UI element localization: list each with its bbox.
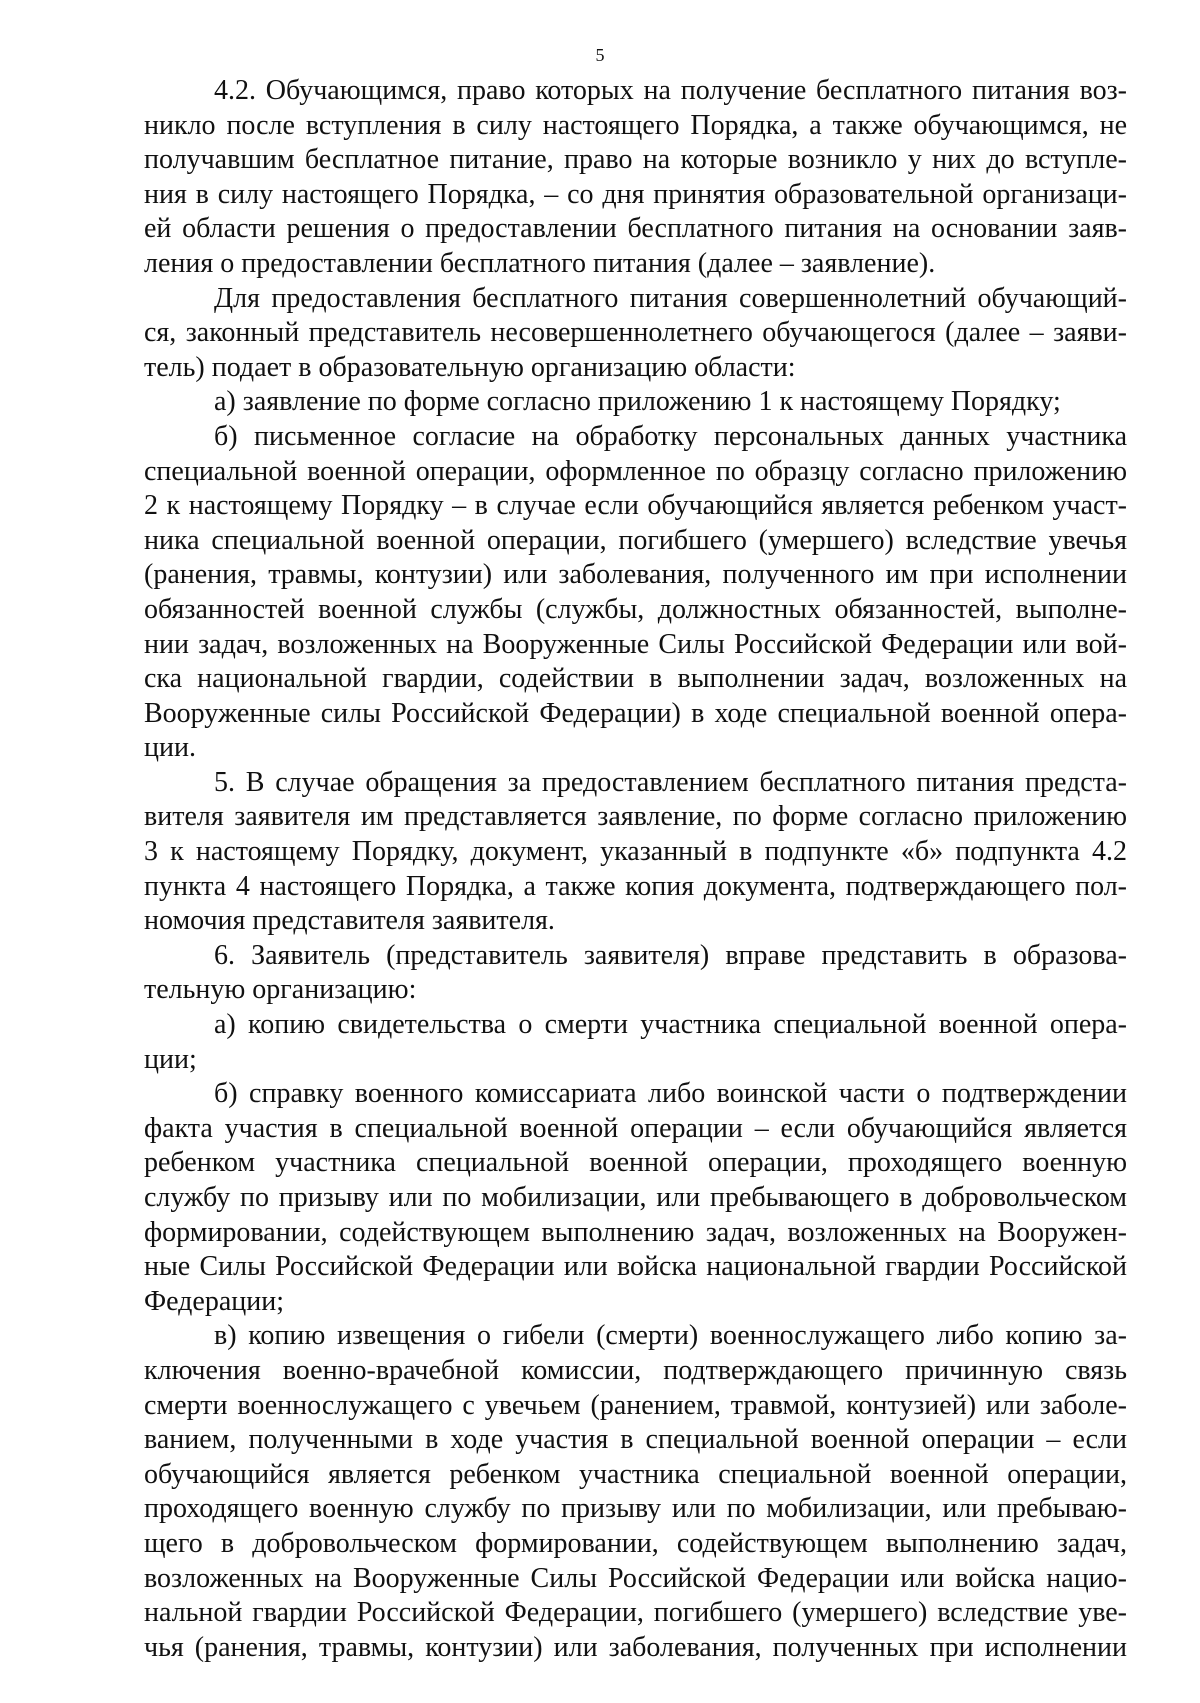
text-line: щего в добровольческом формировании, содействующем выполнению задач, bbox=[144, 1527, 1127, 1559]
text-line: обучающийся является ребенком участника специальной военной операции, bbox=[144, 1458, 1127, 1490]
text-line: Федерации; bbox=[144, 1285, 285, 1317]
text-line: никло после вступления в силу настоящего Порядка, а также обучающимся, не bbox=[144, 109, 1127, 141]
text-line: получавшим бесплатное питание, право на которые возникло у них до вступле- bbox=[144, 144, 1127, 176]
text-line: ся, законный представитель несовершеннолетнего обучающегося (далее – заяви- bbox=[144, 317, 1127, 349]
text-line: ска национальной гвардии, содействии в выполнении задач, возложенных на bbox=[144, 663, 1127, 695]
text-line: Для предоставления бесплатного питания совершеннолетний обучающий- bbox=[214, 282, 1127, 314]
text-line: (ранения, травмы, контузии) или заболевания, полученного им при исполнении bbox=[144, 559, 1127, 591]
text-line: в) копию извещения о гибели (смерти) военнослужащего либо копию за- bbox=[214, 1320, 1127, 1352]
text-line: ления о предоставлении бесплатного питания (далее – заявление). bbox=[144, 247, 936, 279]
text-line: чья (ранения, травмы, контузии) или заболевания, полученных при исполнении bbox=[144, 1631, 1127, 1663]
text-line: ции; bbox=[144, 1043, 197, 1075]
text-line: б) справку военного комиссариата либо воинской части о подтверждении bbox=[214, 1078, 1127, 1110]
text-line: ей области решения о предоставлении бесплатного питания на основании заяв- bbox=[144, 213, 1127, 245]
text-line: вителя заявителя им представляется заявление, по форме согласно приложению bbox=[144, 801, 1127, 833]
text-line: 4.2. Обучающимся, право которых на получение бесплатного питания воз- bbox=[214, 75, 1127, 106]
text-line: б) письменное согласие на обработку персональных данных участника bbox=[214, 420, 1127, 452]
text-line: ребенком участника специальной военной операции, проходящего военную bbox=[144, 1147, 1127, 1179]
text-line: 2 к настоящему Порядку – в случае если обучающийся является ребенком участ- bbox=[144, 490, 1127, 522]
text-line: факта участия в специальной военной операции – если обучающийся является bbox=[144, 1112, 1127, 1144]
text-line: 3 к настоящему Порядку, документ, указанный в подпункте «б» подпункта 4.2 bbox=[144, 836, 1127, 868]
text-line: нальной гвардии Российской Федерации, погибшего (умершего) вследствие уве- bbox=[144, 1597, 1127, 1629]
text-line: ванием, полученными в ходе участия в специальной военной операции – если bbox=[144, 1424, 1127, 1456]
text-line: ника специальной военной операции, погибшего (умершего) вследствие увечья bbox=[144, 524, 1127, 556]
text-line: нии задач, возложенных на Вооруженные Силы Российской Федерации или вой- bbox=[144, 628, 1127, 660]
text-line: специальной военной операции, оформленное по образцу согласно приложению bbox=[144, 455, 1127, 487]
text-line: 6. Заявитель (представитель заявителя) вправе представить в образова- bbox=[214, 939, 1127, 971]
text-line: тель) подает в образовательную организацию области: bbox=[144, 351, 796, 383]
body-text bbox=[144, 74, 1127, 1665]
text-line: возложенных на Вооруженные Силы Российской Федерации или войска нацио- bbox=[144, 1562, 1127, 1594]
text-line: 5. В случае обращения за предоставлением бесплатного питания предста- bbox=[214, 766, 1127, 798]
text-line: проходящего военную службу по призыву или по мобилизации, или пребываю- bbox=[144, 1493, 1127, 1525]
text-line: формировании, содействующем выполнению задач, возложенных на Вооружен- bbox=[144, 1216, 1127, 1248]
text-line: а) копию свидетельства о смерти участника специальной военной опера- bbox=[214, 1009, 1127, 1041]
text-line: смерти военнослужащего с увечьем (ранением, травмой, контузией) или заболе- bbox=[144, 1389, 1127, 1421]
text-line: Вооруженные силы Российской Федерации) в ходе специальной военной опера- bbox=[144, 697, 1127, 729]
page-number: 5 bbox=[595, 45, 605, 65]
text-line: ния в силу настоящего Порядка, – со дня принятия образовательной организаци- bbox=[144, 178, 1127, 210]
text-line: ключения военно-врачебной комиссии, подтверждающего причинную связь bbox=[144, 1354, 1127, 1386]
text-line: тельную организацию: bbox=[144, 974, 417, 1006]
text-line: а) заявление по форме согласно приложению 1 к настоящему Порядку; bbox=[214, 386, 1061, 418]
text-line: номочия представителя заявителя. bbox=[144, 905, 555, 937]
text-line: обязанностей военной службы (службы, должностных обязанностей, выполне- bbox=[144, 593, 1127, 625]
text-line: службу по призыву или по мобилизации, или пребывающего в добровольческом bbox=[144, 1182, 1127, 1213]
text-line: пункта 4 настоящего Порядка, а также копия документа, подтверждающего пол- bbox=[144, 870, 1127, 902]
text-line: ные Силы Российской Федерации или войска национальной гвардии Российской bbox=[144, 1251, 1127, 1283]
text-line: ции. bbox=[144, 732, 196, 764]
